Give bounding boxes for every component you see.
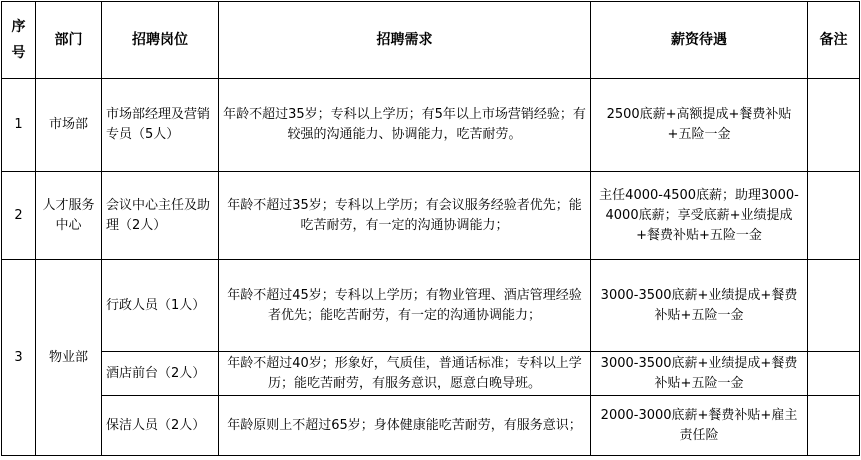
cell-requirement: 年龄不超过35岁；专科以上学历；有会议服务经验者优先；能吃苦耐劳，有一定的沟通协调能力； [219,172,591,260]
header-salary: 薪资待遇 [591,2,808,79]
cell-remark [808,352,860,396]
cell-salary: 3000-3500底薪+业绩提成+餐费补贴+五险一金 [591,260,808,352]
cell-salary: 3000-3500底薪+业绩提成+餐费补贴+五险一金 [591,352,808,396]
cell-remark [808,396,860,456]
cell-position: 行政人员（1人） [102,260,219,352]
recruitment-table [1,1,860,456]
cell-seq: 2 [2,172,36,260]
header-row [2,2,860,79]
header-requirement: 招聘需求 [219,2,591,79]
table-row [2,260,860,352]
cell-salary: 2500底薪+高额提成+餐费补贴+五险一金 [591,79,808,172]
cell-requirement: 年龄不超过35岁；专科以上学历；有5年以上市场营销经验；有较强的沟通能力、协调能力，吃苦耐劳。 [219,79,591,172]
cell-dept: 物业部 [36,260,102,456]
header-remark: 备注 [808,2,860,79]
table-row [2,79,860,172]
table-row [2,396,860,456]
cell-remark [808,79,860,172]
cell-requirement: 年龄不超过40岁；形象好，气质佳，普通话标准；专科以上学历；能吃苦耐劳，有服务意识，愿意白晚导班。 [219,352,591,396]
cell-remark [808,260,860,352]
table-row [2,352,860,396]
cell-seq: 3 [2,260,36,456]
cell-seq: 1 [2,79,36,172]
cell-position: 保洁人员（2人） [102,396,219,456]
cell-salary: 2000-3000底薪+餐费补贴+雇主责任险 [591,396,808,456]
cell-requirement: 年龄原则上不超过65岁；身体健康能吃苦耐劳，有服务意识； [219,396,591,456]
cell-position: 市场部经理及营销专员（5人） [102,79,219,172]
cell-dept: 人才服务中心 [36,172,102,260]
cell-remark [808,172,860,260]
cell-salary: 主任4000-4500底薪；助理3000-4000底薪；享受底薪+业绩提成+餐费补贴+五险一金 [591,172,808,260]
cell-dept: 市场部 [36,79,102,172]
cell-requirement: 年龄不超过45岁；专科以上学历；有物业管理、酒店管理经验者优先；能吃苦耐劳，有一定的沟通协调能力； [219,260,591,352]
header-dept: 部门 [36,2,102,79]
header-seq: 序号 [2,2,36,79]
table-row [2,172,860,260]
cell-position: 酒店前台（2人） [102,352,219,396]
header-position: 招聘岗位 [102,2,219,79]
cell-position: 会议中心主任及助理（2人） [102,172,219,260]
